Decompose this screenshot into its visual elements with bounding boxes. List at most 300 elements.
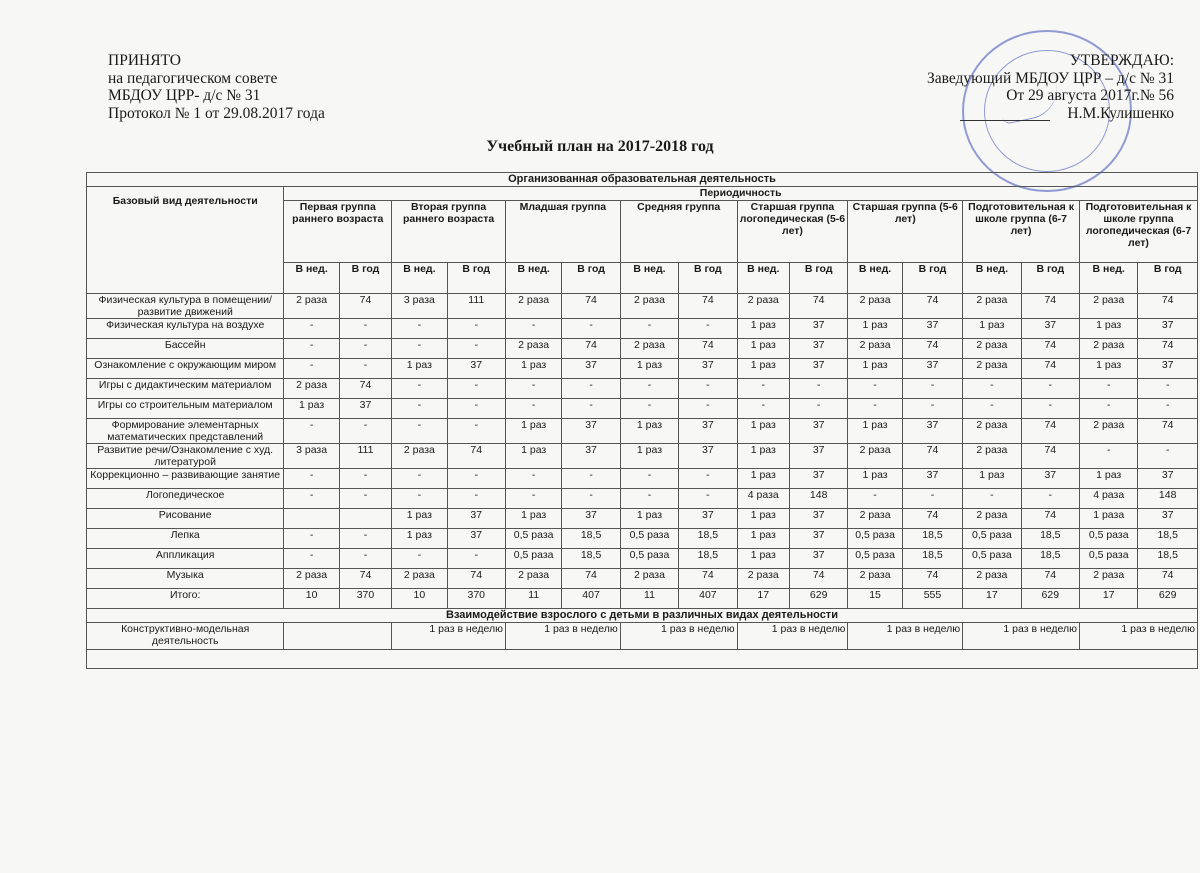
value-cell: - [562, 379, 620, 399]
value-cell: - [339, 359, 391, 379]
value-cell: 37 [1138, 469, 1198, 489]
value-cell: 37 [447, 509, 505, 529]
value-cell: 1 раз [392, 509, 447, 529]
value-cell: 74 [679, 339, 737, 359]
value-cell: - [447, 469, 505, 489]
value-cell: 111 [447, 294, 505, 319]
activity-name: Конструктивно-модельная деятельность [87, 623, 284, 650]
value-cell: 74 [789, 569, 847, 589]
table-row [87, 319, 1198, 339]
value-cell: - [339, 549, 391, 569]
value-cell: - [963, 379, 1021, 399]
value-cell: 37 [1138, 359, 1198, 379]
value-cell: 18,5 [902, 529, 962, 549]
value-cell: 17 [963, 589, 1021, 609]
value-cell: - [447, 339, 505, 359]
value-cell: 37 [902, 359, 962, 379]
value-cell: - [447, 319, 505, 339]
value-cell: 2 раза [1079, 294, 1137, 319]
value-cell: 74 [1138, 294, 1198, 319]
value-cell: 1 раз [737, 509, 789, 529]
order-date-line: От 29 августа 2017г.№ 56 [1006, 87, 1174, 104]
value-cell: 2 раза [1079, 339, 1137, 359]
value-cell: 2 раза [284, 379, 339, 399]
value-cell: 74 [1021, 444, 1079, 469]
value-cell: - [620, 379, 678, 399]
value-cell: 37 [789, 359, 847, 379]
value-cell: 0,5 раза [963, 549, 1021, 569]
value-cell: - [737, 379, 789, 399]
value-cell: 74 [562, 294, 620, 319]
per-week-header: В нед. [1079, 263, 1137, 294]
value-cell: - [339, 469, 391, 489]
value-cell: 2 раза [848, 294, 902, 319]
value-cell: 18,5 [562, 549, 620, 569]
per-week-header: В нед. [963, 263, 1021, 294]
value-cell: - [339, 319, 391, 339]
value-cell: - [1079, 399, 1137, 419]
council-line: на педагогическом совете [108, 69, 278, 87]
table-row [87, 549, 1198, 569]
value-cell: 1 раз [620, 509, 678, 529]
value-cell: 1 раз [620, 444, 678, 469]
value-cell: - [447, 399, 505, 419]
activity-name: Игры с дидактическим материалом [87, 379, 284, 399]
value-cell: 2 раза [505, 569, 561, 589]
value-cell: 74 [1021, 569, 1079, 589]
frequency-cell [284, 623, 392, 650]
value-cell: 3 раза [392, 294, 447, 319]
table-row [87, 623, 1198, 650]
value-cell: 74 [447, 444, 505, 469]
value-cell: 0,5 раза [848, 549, 902, 569]
value-cell: - [1079, 444, 1137, 469]
value-cell: 2 раза [848, 444, 902, 469]
activity-name: Коррекционно – развивающие занятие [87, 469, 284, 489]
value-cell: 37 [679, 444, 737, 469]
value-cell: - [562, 319, 620, 339]
value-cell: - [737, 399, 789, 419]
value-cell: 37 [902, 319, 962, 339]
document-title: Учебный план на 2017-2018 год [486, 138, 714, 155]
value-cell: 148 [1138, 489, 1198, 509]
value-cell: - [1138, 399, 1198, 419]
value-cell: 1 раз [505, 444, 561, 469]
value-cell: 17 [737, 589, 789, 609]
value-cell: 2 раза [737, 569, 789, 589]
value-cell: - [848, 399, 902, 419]
value-cell: 1 раз [848, 469, 902, 489]
value-cell: - [679, 469, 737, 489]
value-cell: 1 раз [1079, 359, 1137, 379]
table-row [87, 419, 1198, 444]
value-cell: 2 раза [848, 339, 902, 359]
empty-row [87, 650, 1198, 669]
activity-name: Формирование элементарных математических представлений [87, 419, 284, 444]
value-cell: 0,5 раза [1079, 529, 1137, 549]
value-cell: 1 раз [737, 549, 789, 569]
value-cell: - [284, 319, 339, 339]
value-cell: - [848, 379, 902, 399]
value-cell: - [284, 339, 339, 359]
value-cell: - [392, 339, 447, 359]
value-cell: 2 раза [284, 569, 339, 589]
per-year-header: В год [1021, 263, 1079, 294]
value-cell: - [789, 379, 847, 399]
value-cell: 0,5 раза [1079, 549, 1137, 569]
value-cell: 2 раза [1079, 419, 1137, 444]
value-cell: 2 раза [392, 569, 447, 589]
base-activity-header: Базовый вид деятельности [87, 187, 284, 294]
value-cell: 4 раза [737, 489, 789, 509]
value-cell: - [1138, 444, 1198, 469]
value-cell: 1 раз [737, 529, 789, 549]
value-cell: 3 раза [284, 444, 339, 469]
per-week-header: В нед. [848, 263, 902, 294]
value-cell: 2 раза [505, 339, 561, 359]
value-cell: 37 [447, 359, 505, 379]
value-cell: 37 [339, 399, 391, 419]
value-cell: 74 [902, 509, 962, 529]
value-cell: 37 [447, 529, 505, 549]
per-year-header: В год [789, 263, 847, 294]
value-cell: 37 [562, 359, 620, 379]
per-year-header: В год [679, 263, 737, 294]
group-header: Первая группа раннего возраста [284, 201, 392, 263]
value-cell: - [562, 399, 620, 419]
value-cell: 2 раза [737, 294, 789, 319]
value-cell: 111 [339, 444, 391, 469]
value-cell: 1 раз [737, 319, 789, 339]
value-cell: 1 раз [737, 359, 789, 379]
value-cell: 2 раза [963, 359, 1021, 379]
value-cell: 629 [1021, 589, 1079, 609]
value-cell: 1 раз [737, 444, 789, 469]
value-cell: 10 [284, 589, 339, 609]
activity-name: Бассейн [87, 339, 284, 359]
value-cell: 37 [789, 469, 847, 489]
activity-name: Рисование [87, 509, 284, 529]
value-cell: 15 [848, 589, 902, 609]
value-cell: 37 [1021, 319, 1079, 339]
value-cell: 407 [562, 589, 620, 609]
value-cell: 37 [902, 419, 962, 444]
value-cell: 37 [679, 509, 737, 529]
value-cell: 1 раз [848, 319, 902, 339]
activity-name: Ознакомление с окружающим миром [87, 359, 284, 379]
table-row [87, 399, 1198, 419]
value-cell: 1 раз [505, 359, 561, 379]
value-cell: 2 раза [284, 294, 339, 319]
header-approval-left [108, 52, 325, 122]
value-cell: 1 раз [963, 469, 1021, 489]
value-cell: 18,5 [1021, 529, 1079, 549]
per-week-header: В нед. [392, 263, 447, 294]
value-cell: - [284, 469, 339, 489]
value-cell: - [339, 529, 391, 549]
value-cell: 2 раза [963, 294, 1021, 319]
value-cell: 74 [562, 569, 620, 589]
table-row [87, 339, 1198, 359]
value-cell: 74 [1138, 419, 1198, 444]
section-header-ood: Организованная образовательная деятельность [87, 173, 1198, 187]
value-cell: 2 раза [963, 419, 1021, 444]
value-cell: - [620, 399, 678, 419]
value-cell: 10 [392, 589, 447, 609]
activity-name: Аппликация [87, 549, 284, 569]
activity-name: Развитие речи/Ознакомление с худ. литературой [87, 444, 284, 469]
value-cell: 74 [339, 379, 391, 399]
value-cell: 370 [447, 589, 505, 609]
value-cell: - [562, 489, 620, 509]
value-cell: 1 раз [1079, 319, 1137, 339]
value-cell: 11 [620, 589, 678, 609]
value-cell: 1 раз [737, 339, 789, 359]
value-cell: - [447, 489, 505, 509]
periodicity-header: Периодичность [284, 187, 1198, 201]
value-cell: - [679, 489, 737, 509]
frequency-cell: 1 раз в неделю [1079, 623, 1197, 650]
value-cell [339, 509, 391, 529]
per-year-header: В год [902, 263, 962, 294]
value-cell: - [284, 489, 339, 509]
value-cell: 74 [1021, 339, 1079, 359]
value-cell: 555 [902, 589, 962, 609]
value-cell: - [447, 419, 505, 444]
per-year-header: В год [562, 263, 620, 294]
value-cell: - [284, 549, 339, 569]
table-row [87, 379, 1198, 399]
group-header: Средняя группа [620, 201, 737, 263]
value-cell: 148 [789, 489, 847, 509]
group-header: Младшая группа [505, 201, 620, 263]
value-cell: - [284, 529, 339, 549]
value-cell: - [679, 319, 737, 339]
value-cell: 2 раза [963, 569, 1021, 589]
value-cell: 629 [789, 589, 847, 609]
value-cell: - [505, 489, 561, 509]
institution-line: МБДОУ ЦРР- д/с № 31 [108, 87, 261, 104]
value-cell: 2 раза [620, 339, 678, 359]
value-cell: 2 раза [505, 294, 561, 319]
value-cell: - [620, 319, 678, 339]
value-cell: 11 [505, 589, 561, 609]
value-cell: 74 [447, 569, 505, 589]
value-cell: - [447, 549, 505, 569]
value-cell: 1 раз [620, 359, 678, 379]
section-header-interaction: Взаимодействие взрослого с детьми в различных видах деятельности [87, 609, 1198, 623]
head-position-line: Заведующий МБДОУ ЦРР – д/с № 31 [926, 69, 1174, 87]
value-cell: - [392, 489, 447, 509]
value-cell: - [902, 489, 962, 509]
value-cell: 37 [789, 419, 847, 444]
value-cell: 18,5 [1021, 549, 1079, 569]
value-cell: - [620, 469, 678, 489]
head-name-line: Н.М.Кулишенко [1067, 104, 1174, 122]
value-cell: - [392, 419, 447, 444]
value-cell: 18,5 [902, 549, 962, 569]
value-cell: 37 [1021, 469, 1079, 489]
frequency-cell: 1 раз в неделю [848, 623, 963, 650]
accepted-label: ПРИНЯТО [108, 52, 181, 69]
activity-name: Логопедическое [87, 489, 284, 509]
table-row [87, 509, 1198, 529]
per-year-header: В год [339, 263, 391, 294]
value-cell: 370 [339, 589, 391, 609]
value-cell: 18,5 [679, 529, 737, 549]
value-cell: 37 [562, 444, 620, 469]
value-cell: 74 [902, 569, 962, 589]
value-cell: - [902, 399, 962, 419]
value-cell: 37 [789, 319, 847, 339]
value-cell [284, 509, 339, 529]
value-cell: - [505, 319, 561, 339]
curriculum-table [86, 172, 1198, 669]
value-cell: 74 [562, 339, 620, 359]
value-cell: - [963, 489, 1021, 509]
value-cell: 1 раз [848, 419, 902, 444]
group-header: Старшая группа (5-6 лет) [848, 201, 963, 263]
frequency-cell: 1 раз в неделю [505, 623, 620, 650]
value-cell: 1 раз [392, 359, 447, 379]
value-cell: 0,5 раза [620, 529, 678, 549]
group-header: Вторая группа раннего возраста [392, 201, 506, 263]
value-cell: 1 раз [848, 359, 902, 379]
value-cell: 2 раза [848, 569, 902, 589]
value-cell: - [447, 379, 505, 399]
value-cell: 74 [789, 294, 847, 319]
value-cell: 37 [679, 359, 737, 379]
value-cell: - [902, 379, 962, 399]
value-cell: 74 [679, 569, 737, 589]
value-cell: 74 [1138, 569, 1198, 589]
value-cell: 1 раз [963, 319, 1021, 339]
value-cell: 17 [1079, 589, 1137, 609]
frequency-cell: 1 раз в неделю [620, 623, 737, 650]
value-cell: 0,5 раза [505, 529, 561, 549]
table-row [87, 569, 1198, 589]
value-cell: 0,5 раза [505, 549, 561, 569]
value-cell: - [284, 419, 339, 444]
activity-name: Лепка [87, 529, 284, 549]
table-row [87, 589, 1198, 609]
value-cell: 37 [789, 529, 847, 549]
value-cell: 18,5 [679, 549, 737, 569]
value-cell: 1 раз [1079, 469, 1137, 489]
value-cell: 74 [902, 294, 962, 319]
value-cell: - [1138, 379, 1198, 399]
value-cell: 1 раз [737, 469, 789, 489]
value-cell: - [679, 379, 737, 399]
value-cell: 1 раз [284, 399, 339, 419]
value-cell: 1 раза [1079, 509, 1137, 529]
activity-name: Игры со строительным материалом [87, 399, 284, 419]
value-cell: 2 раза [392, 444, 447, 469]
value-cell: - [392, 549, 447, 569]
value-cell: - [339, 419, 391, 444]
value-cell: 37 [789, 444, 847, 469]
table-row [87, 294, 1198, 319]
value-cell: - [1079, 379, 1137, 399]
value-cell: 18,5 [1138, 549, 1198, 569]
per-year-header: В год [447, 263, 505, 294]
value-cell: 37 [902, 469, 962, 489]
frequency-cell: 1 раз в неделю [963, 623, 1080, 650]
protocol-line: Протокол № 1 от 29.08.2017 года [108, 104, 325, 122]
value-cell: - [679, 399, 737, 419]
activity-name: Музыка [87, 569, 284, 589]
value-cell: - [505, 469, 561, 489]
value-cell: - [392, 469, 447, 489]
group-header: Подготовительная к школе группа (6-7 лет) [963, 201, 1080, 263]
value-cell: - [1021, 489, 1079, 509]
per-year-header: В год [1138, 263, 1198, 294]
header-approval-right [927, 52, 1174, 122]
value-cell: 74 [1138, 339, 1198, 359]
value-cell: 74 [1021, 294, 1079, 319]
activity-name: Физическая культура в помещении/развитие движений [87, 294, 284, 319]
approve-label: УТВЕРЖДАЮ: [1069, 52, 1174, 69]
value-cell: 2 раза [963, 339, 1021, 359]
value-cell: - [339, 489, 391, 509]
value-cell: - [392, 399, 447, 419]
value-cell: 37 [562, 509, 620, 529]
value-cell: 0,5 раза [963, 529, 1021, 549]
value-cell: 1 раз [392, 529, 447, 549]
value-cell: 74 [339, 294, 391, 319]
value-cell: 37 [789, 339, 847, 359]
activity-name: Итого: [87, 589, 284, 609]
value-cell: 1 раз [505, 419, 561, 444]
value-cell: - [1021, 399, 1079, 419]
value-cell: 74 [1021, 359, 1079, 379]
value-cell: 18,5 [562, 529, 620, 549]
empty-cell [87, 650, 1198, 669]
value-cell: 2 раза [620, 569, 678, 589]
value-cell: 37 [789, 549, 847, 569]
group-header: Старшая группа логопедическая (5-6 лет) [737, 201, 848, 263]
value-cell: 0,5 раза [620, 549, 678, 569]
value-cell: 1 раз [620, 419, 678, 444]
value-cell: 37 [1138, 509, 1198, 529]
frequency-cell: 1 раз в неделю [392, 623, 506, 650]
value-cell: 407 [679, 589, 737, 609]
value-cell: - [963, 399, 1021, 419]
value-cell: 2 раза [963, 444, 1021, 469]
value-cell: 0,5 раза [848, 529, 902, 549]
value-cell: 2 раза [1079, 569, 1137, 589]
value-cell: 37 [789, 509, 847, 529]
per-week-header: В нед. [737, 263, 789, 294]
table-row [87, 529, 1198, 549]
value-cell: 74 [1021, 419, 1079, 444]
value-cell: 629 [1138, 589, 1198, 609]
value-cell: 2 раза [963, 509, 1021, 529]
value-cell: - [505, 399, 561, 419]
value-cell: 4 раза [1079, 489, 1137, 509]
table-row [87, 444, 1198, 469]
value-cell: 1 раз [505, 509, 561, 529]
value-cell: 74 [902, 444, 962, 469]
table-row [87, 489, 1198, 509]
value-cell: 74 [679, 294, 737, 319]
value-cell: - [392, 379, 447, 399]
value-cell: 2 раза [620, 294, 678, 319]
table-row [87, 469, 1198, 489]
value-cell: - [392, 319, 447, 339]
value-cell: 18,5 [1138, 529, 1198, 549]
value-cell: - [505, 379, 561, 399]
